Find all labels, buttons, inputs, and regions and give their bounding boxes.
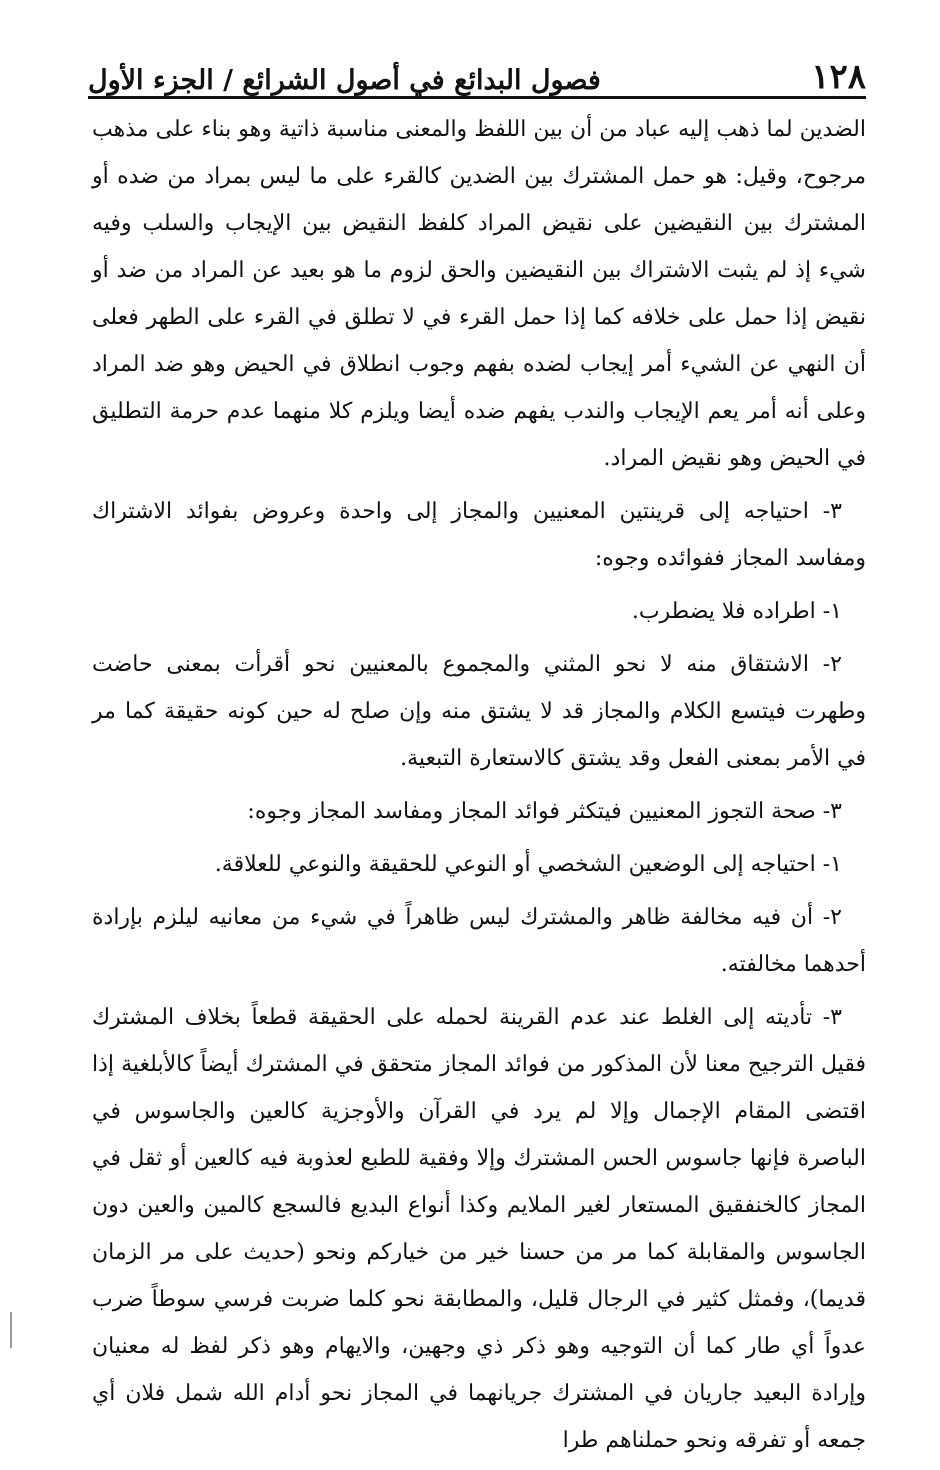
list-item: ٣- تأديته إلى الغلط عند عدم القرينة لحمله على الحقيقة قطعاً بخلاف المشترك فقيل الترجيح معنا لأن المذكور من فوائد المجاز متحقق في المشترك أيضاً كالأبلغية إذا اقتضى المقام الإجمال وإلا لم يرد في القرآن والأوجزية كالعين والجاسوس في الباصرة فإنها جاسوس الحس المشترك وإلا وفقية للطبع لعذوبة فيه كالعين أو ثقل في المجاز كالخنفقيق المستعار لغير الملايم وكذا أنواع البديع فالسجع كالمين والعين دون الجاسوس والمقابلة كما مر من حسنا خير من خياركم ونحو (حديث على مر الزمان قديما)، وفمثل كثير في الرجال قليل، والمطابقة نحو كلما ضربت فرسي سوطاً ضرب عدواً أي طار كما أن التوجيه وهو ذكر ذي وجهين، والايهام وهو ذكر لفظ له معنيان وإرادة البعيد جاريان في المشترك جريانهما في المجاز نحو أدام الله شمل فلان أي جمعه أو تفرقه ونحو حملناهم طرا: [92, 1005, 866, 1453]
paragraph: الضدين لما ذهب إليه عباد من أن بين اللفظ والمعنى مناسبة ذاتية وهو بناء على مذهب مرجوح، وقيل: هو حمل المشترك بين الضدين كالقرء على ما ليس بمراد من ضده أو المشترك بين النقيضين على نقيض المراد كلفظ النقيض بين الإيجاب والسلب وفيه شيء إذ لم يثبت الاشتراك بين النقيضين والحق لزوم ما هو بعيد عن المراد من ضد أو نقيض إذا حمل على خلافه كما إذا حمل القرء في لا تطلق في القرء على الطهر فعلى أن النهي عن الشيء أمر إيجاب لضده بفهم وجوب انطلاق في الحيض وهو ضد المراد وعلى أنه أمر يعم الإيجاب والندب يفهم ضده أيضا ويلزم كلا منهما عدم حرمة التطليق في الحيض وهو نقيض المراد.: [92, 117, 866, 471]
header-rule: [88, 96, 866, 99]
list-item: ١- اطراده فلا يضطرب.: [631, 599, 842, 624]
page-header: [88, 40, 866, 97]
running-title: فصول البدائع في أصول الشرائع / الجزء الأول: [88, 65, 601, 96]
paragraph: ٣- احتياجه إلى قرينتين المعنيين والمجاز إلى واحدة وعروض بفوائد الاشتراك ومفاسد المجاز ففوائده وجوه:: [92, 499, 866, 571]
page-number: ١٢٨: [811, 57, 866, 97]
list-item: ٢- الاشتقاق منه لا نحو المثني والمجموع بالمعنيين نحو أقرأت بمعنى حاضت وطهرت فيتسع الكلام والمجاز قد لا يشتق منه وإن صلح له حين كونه حقيقة كما مر في الأمر بمعنى الفعل وقد يشتق كالاستعارة التبعية.: [92, 652, 866, 771]
body-text: [92, 106, 866, 1470]
list-item: ٢- أن فيه مخالفة ظاهر والمشترك ليس ظاهراً في شيء من معانيه ليلزم بإرادة أحدهما مخالفته.: [92, 905, 866, 977]
list-item: ١- احتياجه إلى الوضعين الشخصي أو النوعي للحقيقة والنوعي للعلاقة.: [214, 852, 842, 877]
paragraph: ٣- صحة التجوز المعنيين فيتكثر فوائد المجاز ومفاسد المجاز وجوه:: [247, 799, 842, 824]
scan-edge-mark: [10, 1312, 12, 1348]
